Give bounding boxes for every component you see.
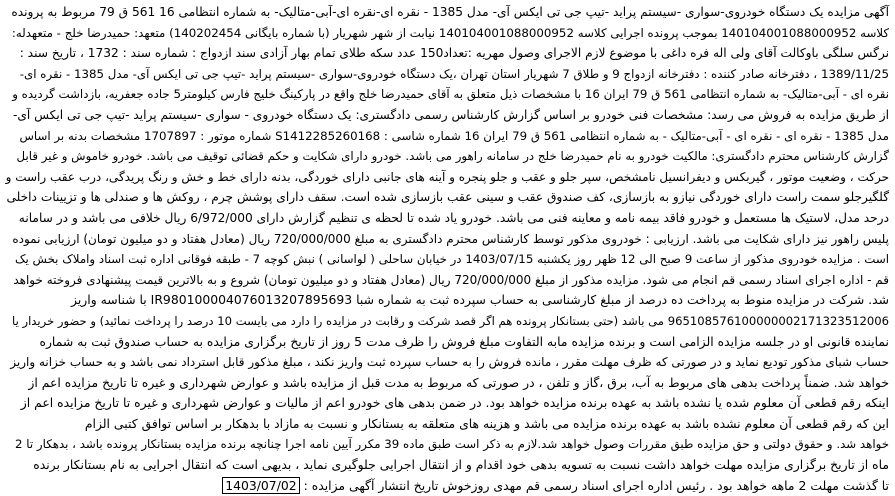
notice-line: کلاسه 140104001088000952 بموجب پرونده اجرایی کلاسه 140104001088000952 نیابت از شهر شهریار (با شماره بایگانی 140202454) متعهد: حمیدرضا خلج - متعهدله: [11, 25, 889, 40]
notice-line: 965108576100000002171323512006 می باشد (حتی بستانکار پرونده هم اگر قصد شرکت و رقابت در مزایده را دارد می بایست 10 درصد را پرداخت نمائید) و حضور خریدار یا [12, 313, 889, 328]
notice-line-last [6, 476, 889, 496]
signature-text: تا گذشت مهلت 2 ماهه خواهد بود . رئیس اداره اجرای اسناد رسمی قم مهدی روزخوش تاریخ انتشار آگهی مزایده : [303, 477, 889, 493]
notice-line: نرگس سلگی باوکالت آقای ولی اله فره داغی با موضوع لازم الاجرای وصول مهریه :تعداد150 عدد سکه طلای تمام بهار آزادی سند ازدواج : شماره سند : 1732 ، تاریخ سند : [19, 46, 889, 61]
notice-line: 1389/11/25 ، دفترخانه صادر کننده : دفترخانه ازدواج 9 و طلاق 7 شهریار استان تهران ،یک دستگاه خودروی-سواری -سیستم پراید -تیپ جی تی ایکس آی- مدل 1385 - نقره ای- [19, 66, 889, 81]
notice-line: گزارش کارشناس محترم دادگستری: مالکیت خودرو به نام حمیدرضا خلج در سامانه راهور می باشد. خودرو دارای شکایت و حکم قضائی توقیف می باشد. خودرو خاموش و غیر قابل [16, 149, 889, 164]
notice-line: آگهی مزایده یک دستگاه خودروی-سواری -سیستم پراید -تیپ جی تی ایکس آی- مدل 1385 - نقره ای-نقره ای-آبی-متالیک- به شماره انتظامی 16 561 ق 79 مربوط به پرونده [11, 5, 889, 19]
notice-line: نماینده قانونی او در جلسه مزایده الزامی است و برنده مزایده مابه التفاوت مبلغ فروش را ظرف مدت 5 روز از تاریخ برگزاری مزایده به حساب صندوق ثبت به شماره [39, 333, 889, 349]
notice-line: خواهد شد. ضمناً پرداخت بدهی های مربوط به آب، برق ،گاز و تلفن ، در صورتی که مربوط به مدت قبل از مزایده باشد و عوارض شهرداری و غیره تا تاریخ مزایده اعم از [28, 374, 889, 390]
notice-line: اینکه رقم قطعی آن معلوم شده یا نشده باشد به عهده برنده مزایده خواهد بود. در ضمن بدهی های خودرو اعم از مالیات و عوارض شهرداری و غیره تا تاریخ مزایده اعم از [20, 395, 889, 411]
notice-line: خواهد شد. و حقوق دولتی و حق مزایده طبق مقررات وصول خواهد شد.لازم به ذکر است طبق ماده 39 مکرر آیین نامه اجرا چنانچه برنده مزایده بستانکار پرونده باشد ، بدهکار تا 2 [15, 437, 889, 452]
notice-line: حساب شبای مذکور تودیع نماید و در صورتی که ظرف مهلت مقرر ، مانده فروش را به حساب سپرده ثبت واریز نکند ، مبلغ مذکور قابل استرداد نمی باشد و به حساب خزانه واریز [10, 355, 889, 370]
notice-line: است . مزایده خودروی مذکور از ساعت 9 صبح الی 12 ظهر روز یکشنبه 1403/07/15 در خیابان ساحلی ( لواسانی ) نبش کوچه 7 - طبقه فوقانی اداره ثبت اسناد واملاک بخش یک [14, 252, 889, 267]
notice-line: قم - اداره اجرای اسناد رسمی قم انجام می شود. مزایده مذکور از مبلغ 720/000/000 ریال (معادل هفتاد و دو میلیون تومان) شروع و به بالاترین قیمت پیشنهادی فروخته خواهد [13, 272, 889, 287]
notice-line: گلگیرجلو سمت راست دارای خوردگی نیازو به بازسازی، کف صندوق عقب و سینی عقب بازسازی شده است. سقف دارای پوشش چرم ، روکش ها و صندلی ها و تزیینات داخلی [6, 190, 889, 205]
publish-date: 1403/07/02 [222, 477, 299, 494]
notice-line: مدل 1385 - نقره ای - نقره ای - آبی-متالیک - به شماره انتظامی 561 ق 79 ایران 16 شماره شاسی : S1412285260168 شماره موتور : 1707897 مشخصات بدنه بر اساس [19, 128, 889, 143]
notice-line: حرکت ، وضعیت موتور ، گیربکس و دیفرانسیل نامشخص، سپر جلو و عقب و جلو پنجره و آینه های جانبی دارای خوردگی، بدنه دارای خط و خش و رنگ پریدگی، درب عقب راست و [5, 169, 889, 184]
notice-line: ماه از تاریخ برگزاری مزایده مهلت خواهد داشت نسبت به تسویه بدهی خود اقدام و از انتقال اجرایی جلوگیری نماید ، بدیهی است که انتقال اجرایی به نام بستانکار برنده [33, 457, 889, 473]
notice-line: از طریق مزایده به فروش می رسد: مشخصات فنی خودرو بر اساس گزارش کارشناس رسمی دادگستری: یک دستگاه خودروی - سواری -سیستم پراید -تیپ جی تی ایکس آی- [12, 107, 889, 122]
notice-line: نقره ای - آبی-متالیک- به شماره انتظامی 561 ق 79 ایران 16 با مشخصات ذیل متعلق به آقای حمیدرضا خلج واقع در پارکینگ خلیج فارس کیلومتر5 جاده جعفریه، بازداشت گردیده و [12, 87, 889, 102]
notice-line: درحد مدل، لاستیک ها مستعمل و خودرو فاقد بیمه نامه و معاینه فنی می باشد. خودرو یاد شده تا لحظه ی تنظیم گزارش دارای 6/972/000 ریال خلافی می باشد و در سامانه [18, 210, 889, 225]
notice-line: شد. شرکت در مزایده منوط به پرداخت ده درصد از مبلغ کارشناسی به حساب سپرده ثبت به شماره شبا IR980100004076013207895693 با شناسه واریز [71, 292, 889, 308]
notice-line: این که رقم قطعی آن معلوم نشده باشد به عهده برنده مزایده می باشد و هزینه های متعلقه به بستانکار و نسبت به مازاد با بدهکار بر اساس توافق کتبی الزام [84, 415, 889, 431]
notice-line: پلیس راهور نیز دارای شکایت می باشد. ارزیابی : خودروی مذکور توسط کارشناس محترم دادگستری به مبلغ 720/000/000 ریال (معادل هفتاد و دو میلیون تومان) ارزیابی نموده [12, 231, 889, 246]
